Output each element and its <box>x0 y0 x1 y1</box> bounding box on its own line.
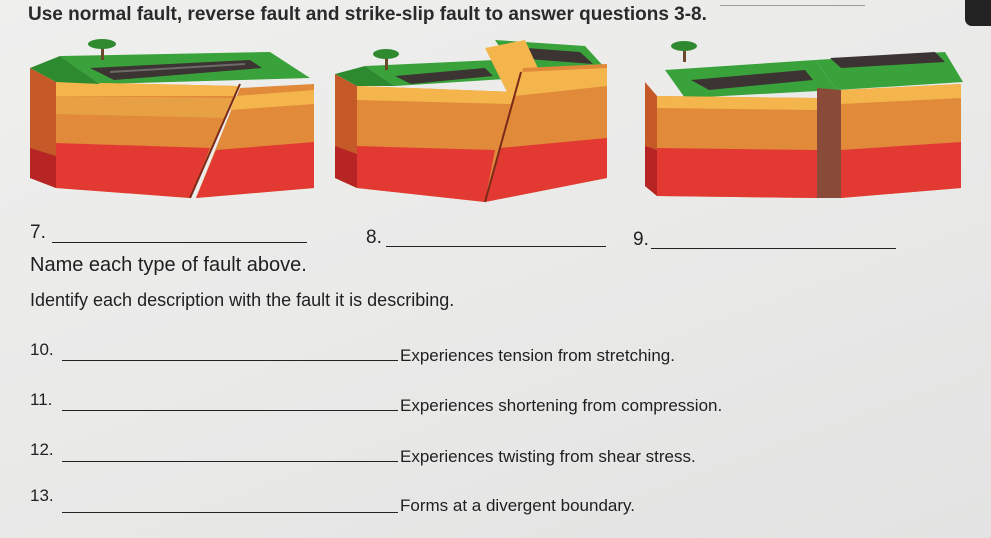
description-10-text: Experiences tension from stretching. <box>400 346 675 365</box>
strike-slip-fault-diagram <box>645 38 965 208</box>
page-title: Use normal fault, reverse fault and strike-slip fault to answer questions 3-8. <box>28 4 707 25</box>
instruction-identify: Identify each description with the fault it is describing. <box>30 290 455 310</box>
description-12-number: 12. <box>30 440 54 459</box>
description-13-text: Forms at a divergent boundary. <box>400 496 635 515</box>
instruction-name-faults: Name each type of fault above. <box>30 254 307 276</box>
description-11-text: Experiences shortening from compression. <box>400 396 723 415</box>
answer-blank-12[interactable] <box>62 461 398 462</box>
answer-blank-7[interactable] <box>52 242 307 243</box>
answer-blank-13[interactable] <box>62 512 398 513</box>
answer-blank-9[interactable] <box>651 248 896 249</box>
question-7-number: 7. <box>30 222 46 243</box>
answer-blank-10[interactable] <box>62 360 398 361</box>
reverse-fault-diagram <box>335 38 615 203</box>
description-13-number: 13. <box>30 486 54 505</box>
question-8-number: 8. <box>366 227 382 248</box>
description-10-number: 10. <box>30 340 54 359</box>
answer-blank-11[interactable] <box>62 410 398 411</box>
normal-fault-diagram <box>30 38 320 203</box>
top-rule <box>720 5 865 6</box>
corner-tab <box>965 0 991 26</box>
answer-blank-8[interactable] <box>386 246 606 247</box>
description-12-text: Experiences twisting from shear stress. <box>400 447 696 466</box>
question-9-number: 9. <box>633 229 649 250</box>
description-11-number: 11. <box>30 390 53 409</box>
